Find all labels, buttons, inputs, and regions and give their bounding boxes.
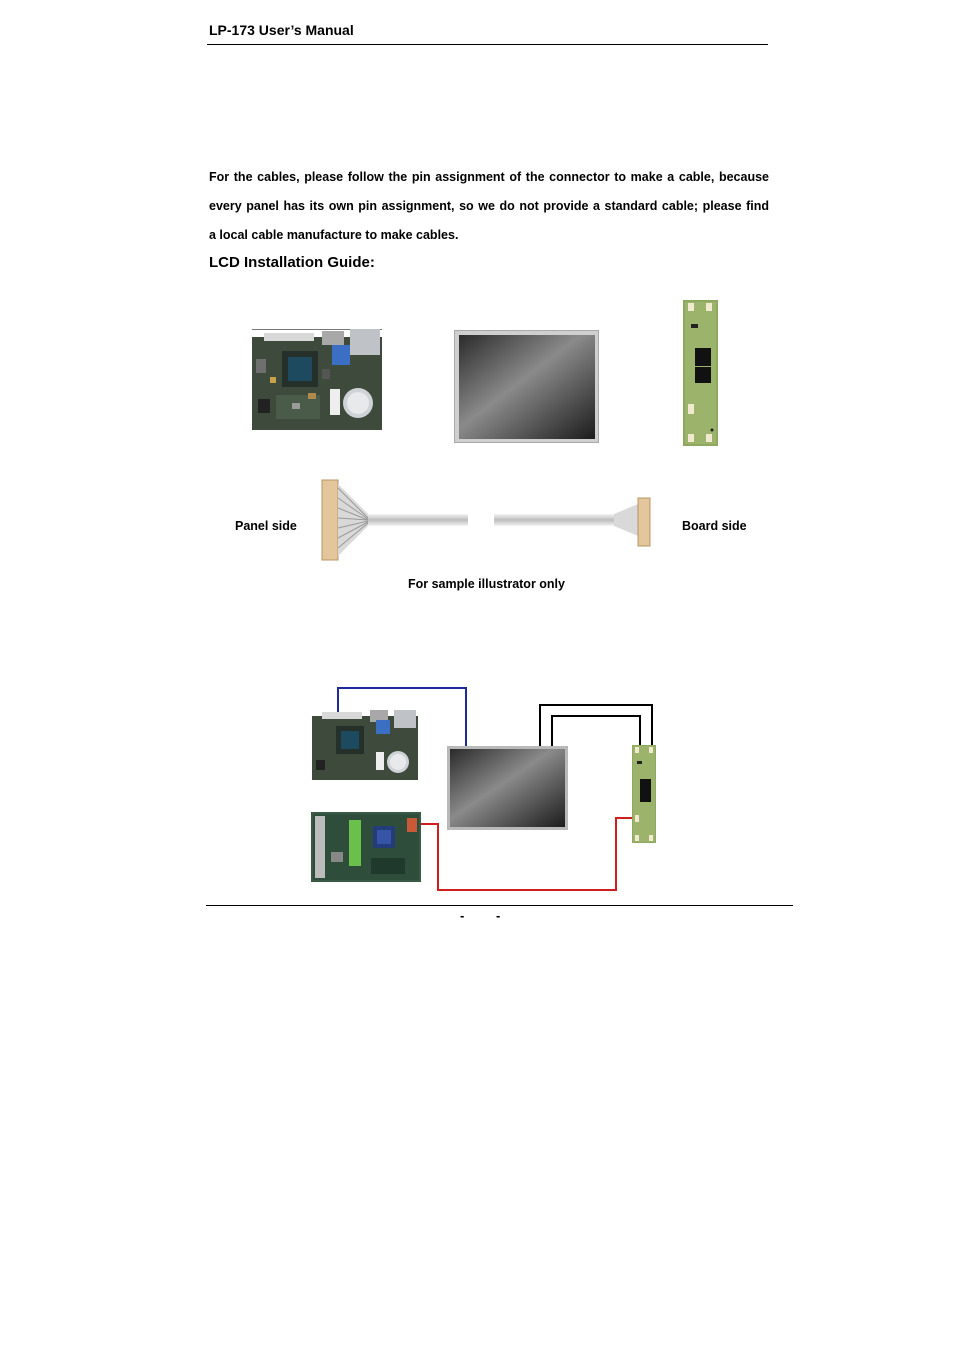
inverter-board-small-image <box>632 745 656 843</box>
power-board-image <box>311 812 421 882</box>
panel-side-label: Panel side <box>235 519 297 533</box>
inverter-wire <box>540 705 652 748</box>
motherboard-small-image <box>312 710 418 780</box>
paragraph-line: For the cables, please follow the pin assignment of the connector to make a cable, because <box>209 170 769 184</box>
page-number: - - <box>460 908 515 923</box>
figure-caption: For sample illustrator only <box>408 577 565 591</box>
paragraph-line: every panel has its own pin assignment, so we do not provide a standard cable; please find <box>209 199 769 213</box>
manual-title: LP-173 User’s Manual <box>209 22 354 38</box>
inverter-wire <box>552 716 640 748</box>
lcd-panel-small-image <box>447 746 568 830</box>
board-side-label: Board side <box>682 519 747 533</box>
footer-divider <box>206 905 793 906</box>
paragraph-line: a local cable manufacture to make cables. <box>209 228 459 242</box>
section-heading: LCD Installation Guide: <box>209 254 375 271</box>
